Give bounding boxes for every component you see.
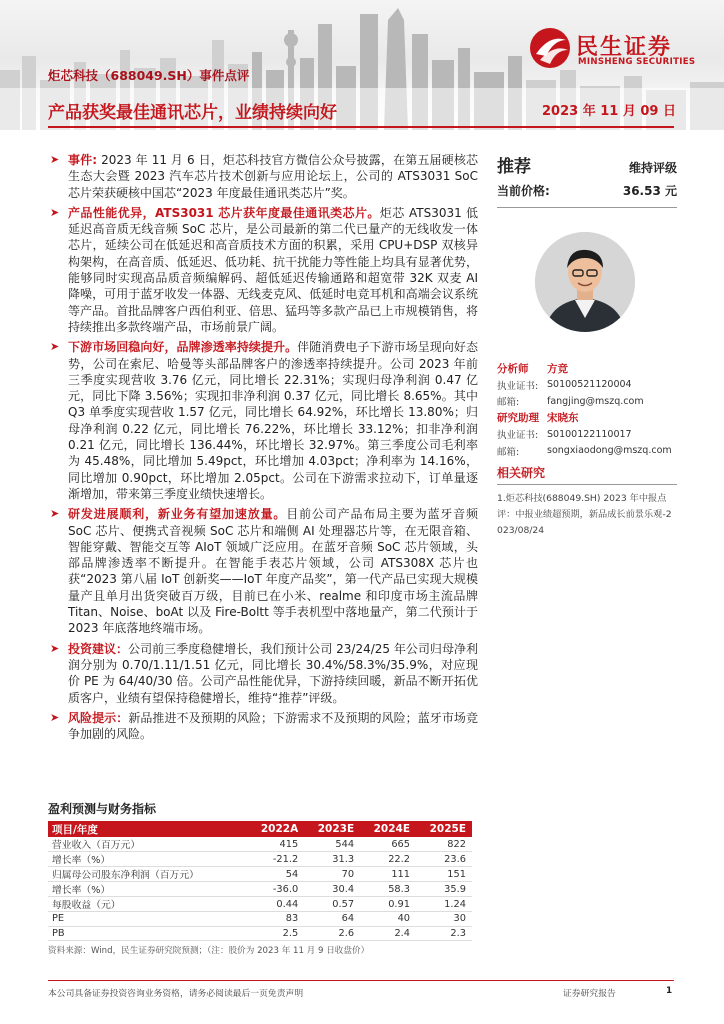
table-cell: 64 <box>304 912 360 927</box>
table-row <box>48 926 472 941</box>
table-source-note: 资料来源：Wind，民生证券研究院预测；（注：股价为 2023 年 11 月 9 日收盘价） <box>48 946 370 957</box>
table-cell: 增长率（%） <box>48 882 247 897</box>
paragraph-lead: 研发进展顺利，新业务有望加速放量。 <box>68 507 287 522</box>
related-research-title: 相关研究 <box>497 464 677 485</box>
table-cell: PB <box>48 926 247 941</box>
paragraph-investment <box>48 641 478 706</box>
analyst-key: 邮箱: <box>497 446 520 458</box>
table-cell: 22.2 <box>360 852 416 867</box>
table-cell: 30 <box>416 912 472 927</box>
table-cell: 归属母公司股东净利润（百万元） <box>48 867 247 882</box>
table-cell: -21.2 <box>247 852 304 867</box>
table-cell: 营业收入（百万元） <box>48 837 247 852</box>
logo-text-cn: 民生证券 <box>576 35 673 60</box>
analyst-row <box>497 410 677 427</box>
table-cell: 2.6 <box>304 926 360 941</box>
analyst-row <box>497 393 677 410</box>
rating-row <box>497 152 677 176</box>
financial-forecast <box>48 800 472 956</box>
table-cell: 40 <box>360 912 416 927</box>
minsheng-logo-mark-icon <box>528 26 572 70</box>
bullet-arrow-icon: ➤ <box>50 340 60 354</box>
paragraph-text: 炬芯 ATS3031 低延迟高音质无线音频 SoC 芯片，是公司最新的第二代已量产的无线收发一体芯片，延续公司在低延迟和高音质技术方面的积累，采用 CPU+DSP 双核异构架构，在高音质、低延迟、低功耗、抗干扰能力等性能上均具有显著优势，能够同时实现高品质音频编解码、超低延迟传输通路和超宽带 32K 双麦 AI 降噪，可用于蓝牙收发一体器、无线麦克风、低延时电竞耳机和高端会议系统等产品。首批品牌客户西伯利亚、倍思、猛玛等多款产品已上市规模销售，将持续推出多款终端产品，市场前景广阔。 <box>68 205 478 334</box>
paragraph-product <box>48 205 478 335</box>
table-cell: 增长率（%） <box>48 852 247 867</box>
financial-table <box>48 821 472 941</box>
analyst-email-link[interactable]: fangjing@mszq.com <box>547 395 644 407</box>
paragraph-event <box>48 152 478 201</box>
analyst-key: 研究助理 <box>497 412 539 425</box>
table-cell: 70 <box>304 867 360 882</box>
analyst-key: 执业证书: <box>497 430 539 442</box>
bullet-arrow-icon: ➤ <box>50 205 60 219</box>
paragraph-market <box>48 339 478 502</box>
analyst-photo <box>535 232 635 332</box>
footer-disclaimer: 本公司具备证券投资咨询业务资格，请务必阅读最后一页免责声明 <box>48 989 304 999</box>
table-cell: 31.3 <box>304 852 360 867</box>
sidebar <box>497 152 677 536</box>
table-header-cell: 2025E <box>429 823 466 835</box>
bullet-arrow-icon: ➤ <box>50 641 60 655</box>
report-tag: 炬芯科技（688049.SH）事件点评 <box>48 68 250 83</box>
table-header-cell: 2023E <box>317 823 355 835</box>
paragraph-text: 目前公司产品布局主要为蓝牙音频 SoC 芯片、便携式音视频 SoC 芯片和端侧 AI 处理器芯片等，在无限音箱、智能穿戴、智能交互等 AIoT 领域广泛应用。在蓝牙音频 SoC 芯片领域，头部品牌渗透率不断提升。在智能手表芯片领域，公司 ATS308X 芯片也获“2023 第八届 IoT 创新奖——IoT 年度产品奖”，第一代产品已实现大规模量产且单月出货突破百万级，目前已在小米、realme 和印度市场主流品牌 Titan、Noise、boAt 以及 Fire-Boltt 等手表机型中落地量产，第二代预计于 2023 年底落地终端市场。 <box>68 507 478 636</box>
analyst-value: S0100122110017 <box>547 428 632 440</box>
logo-text-en: MINSHENG SECURITIES <box>578 57 696 67</box>
paragraph-lead: 下游市场回稳向好，品牌渗透率持续提升。 <box>68 340 298 355</box>
analyst-email-link[interactable]: songxiaodong@mszq.com <box>547 445 672 457</box>
paragraph-lead: 风险提示： <box>68 710 129 725</box>
bullet-arrow-icon: ➤ <box>50 507 60 521</box>
report-date: 2023 年 11 月 09 日 <box>542 104 676 119</box>
table-cell: 1.24 <box>416 897 472 912</box>
paragraph-text: 伴随消费电子下游市场呈现向好态势，公司在索尼、哈曼等头部品牌客户的渗透率持续提升。公司 2023 年前三季度实现营收 3.76 亿元，同比增长 22.31%；实现归母净利润 0.47 亿元，同比下降 3.56%；实现扣非净利润 0.37 亿元，同比增长 8.65%。其中 Q3 单季度实现营收 1.57 亿元，同比增长 64.92%，环比增长 13.80%；归母净利润 0.22 亿元，同比增长 76.22%，环比增长 33.12%；扣非净利润 0.21 亿元，同比增长 136.44%，环比增长 32.97%。第三季度公司毛利率为 45.48%，同比增加 5.49pct，环比增加 4.03pct；净利率为 14.16%，同比增加 0.90pct，环比增加 2.05pct。公司在下游需求拉动下，订单量逐渐增加，带来第三季度业绩快速增长。 <box>68 340 478 501</box>
table-cell: 2.5 <box>247 926 304 941</box>
analyst-row <box>497 443 677 460</box>
table-cell: 30.4 <box>304 882 360 897</box>
table-cell: 111 <box>360 867 416 882</box>
paragraph-lead: 产品性能优异，ATS3031 芯片获年度最佳通讯类芯片。 <box>68 205 380 220</box>
table-row <box>48 837 472 852</box>
paragraph-lead: 事件: <box>68 153 98 167</box>
table-cell: 每股收益（元） <box>48 897 247 912</box>
table-cell: 544 <box>304 837 360 852</box>
analyst-portrait-icon <box>535 232 635 332</box>
related-research-item[interactable]: 1.炬芯科技(688049.SH) 2023 年中报点评：中报业绩超预期，新品成长前景乐观-2023/08/24 <box>497 493 672 536</box>
bullet-arrow-icon: ➤ <box>50 153 60 166</box>
table-row <box>48 882 472 897</box>
table-cell: 2.4 <box>360 926 416 941</box>
page-title: 产品获奖最佳通讯芯片，业绩持续向好 <box>48 103 337 123</box>
table-cell: 151 <box>416 867 472 882</box>
rating: 推荐 <box>497 157 531 177</box>
related-research <box>497 464 677 539</box>
paragraph-risk <box>48 710 478 743</box>
table-cell: 0.44 <box>247 897 304 912</box>
table-header-cell: 项目/年度 <box>52 823 98 836</box>
title-divider <box>48 126 674 128</box>
analyst-info <box>497 360 677 459</box>
paragraph-text: 新品推进不及预期的风险；下游需求不及预期的风险；蓝牙市场竞争加剧的风险。 <box>68 710 478 742</box>
analyst-row <box>497 360 677 377</box>
footer-divider <box>48 980 674 981</box>
table-cell: 0.57 <box>304 897 360 912</box>
table-row <box>48 852 472 867</box>
table-header-cell: 2024E <box>373 823 411 835</box>
table-row <box>48 912 472 927</box>
table-cell: 54 <box>247 867 304 882</box>
table-cell: 83 <box>247 912 304 927</box>
paragraph-rd <box>48 506 478 636</box>
table-cell: 2.3 <box>416 926 472 941</box>
table-row <box>48 867 472 882</box>
analyst-value: 宋晓东 <box>547 412 579 425</box>
table-cell: PE <box>48 912 247 927</box>
analyst-row <box>497 426 677 443</box>
table-cell: 665 <box>360 837 416 852</box>
analyst-row <box>497 377 677 394</box>
main-content <box>48 152 478 746</box>
page-number: 1 <box>666 986 673 996</box>
table-header-cell: 2022A <box>260 823 299 835</box>
table-cell: 415 <box>247 837 304 852</box>
sidebar-divider <box>497 207 677 208</box>
table-cell: 58.3 <box>360 882 416 897</box>
table-header-row <box>48 821 472 837</box>
price-value: 36.53 元 <box>622 184 677 198</box>
table-cell: 822 <box>416 837 472 852</box>
analyst-key: 邮箱: <box>497 397 520 409</box>
analyst-key: 分析师 <box>497 362 529 375</box>
price-label: 当前价格: <box>497 184 550 198</box>
bullet-arrow-icon: ➤ <box>50 710 60 724</box>
table-cell: 35.9 <box>416 882 472 897</box>
table-row <box>48 897 472 912</box>
financial-table-title: 盈利预测与财务指标 <box>48 802 157 816</box>
paragraph-text: 2023 年 11 月 6 日，炬芯科技官方微信公众号披露，在第五届硬核芯生态大会暨 2023 汽车芯片技术创新与应用论坛上，公司的 ATS3031 SoC 芯片荣获硬核中国芯“2023 年度最佳通讯类芯片”奖。 <box>68 153 478 200</box>
header-banner <box>0 0 724 130</box>
footer-report-type: 证券研究报告 <box>563 989 616 999</box>
table-cell: -36.0 <box>247 882 304 897</box>
analyst-key: 执业证书: <box>497 380 539 392</box>
paragraph-text: 公司前三季度稳健增长，我们预计公司 23/24/25 年公司归母净利润分别为 0.70/1.11/1.51 亿元，同比增长 30.4%/58.3%/35.9%，对应现价 PE 为 64/40/30 倍。公司产品性能优异，下游持续回暖，新品不断开拓优质客户，业绩有望保持稳健增长，维持“推荐”评级。 <box>68 641 478 705</box>
price-row <box>497 182 677 199</box>
analyst-value: S0100521120004 <box>547 379 632 391</box>
table-cell: 23.6 <box>416 852 472 867</box>
table-cell: 0.91 <box>360 897 416 912</box>
minsheng-logo <box>526 26 702 74</box>
rating-note: 维持评级 <box>628 161 677 175</box>
analyst-value: 方竞 <box>547 362 568 375</box>
paragraph-lead: 投资建议： <box>68 641 129 656</box>
